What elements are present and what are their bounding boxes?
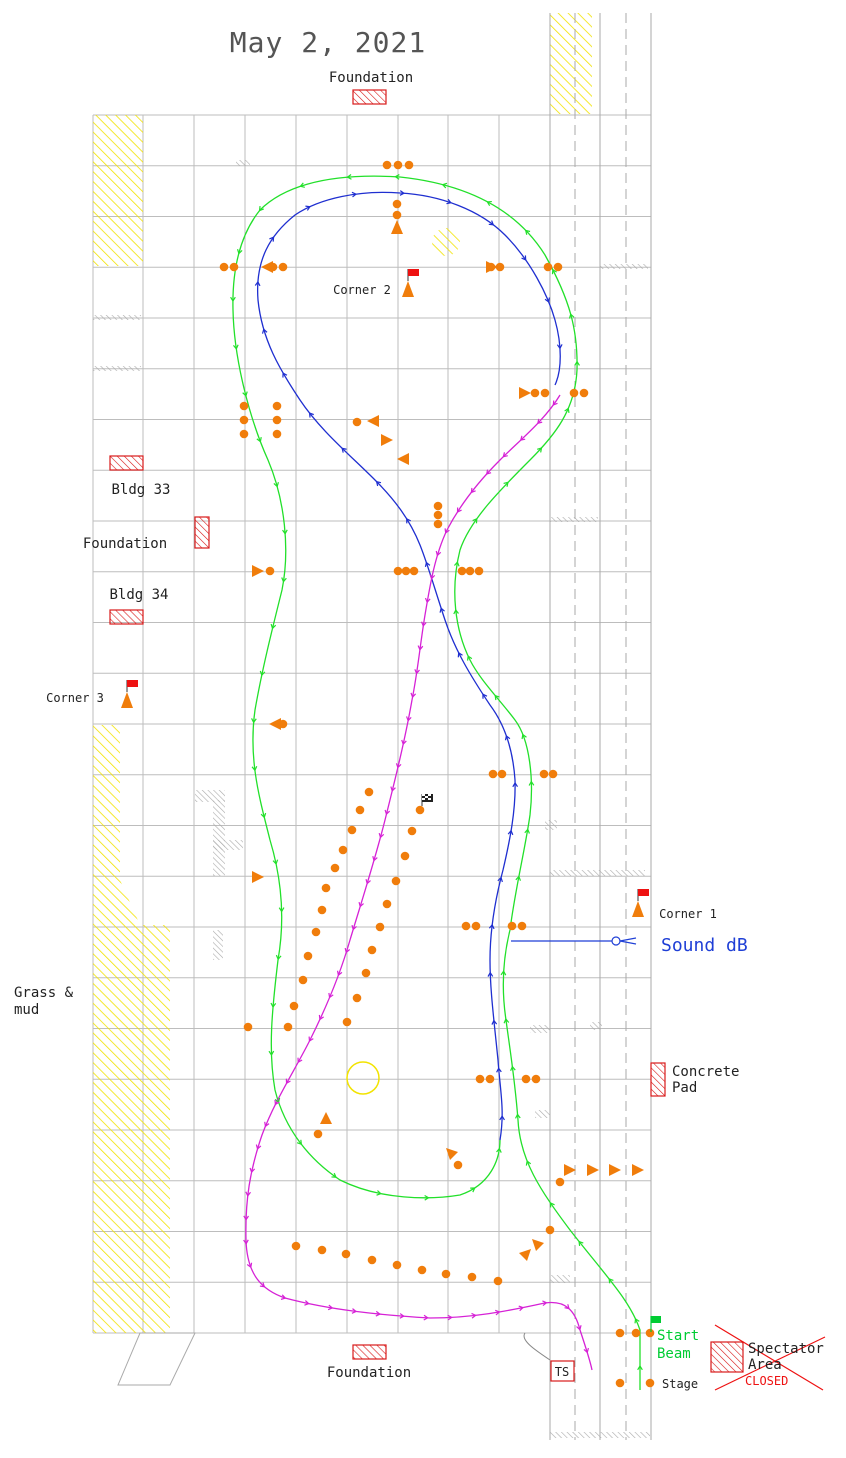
cone-icon [522,1075,531,1084]
cone-icon [531,389,540,398]
cone-icon [368,946,377,955]
cone-icon [220,263,229,272]
cone-icon [279,263,288,272]
pointer-cone-icon [609,1164,621,1176]
cone-icon [518,922,527,931]
cone-icon [266,567,275,576]
pointer-cone-icon [381,434,393,446]
cone-icon [540,770,549,779]
pointer-cone-icon [564,1164,576,1176]
corner-3-flag-icon [121,680,138,708]
label-area: Area [748,1357,782,1373]
cone-icon [393,211,402,220]
pointer-cone-icon [252,871,264,883]
cone-icon [434,502,443,511]
cone-icon [240,402,249,411]
cone-icon [376,923,385,932]
label-corner-3: Corner 3 [46,691,104,705]
label-concrete-2: Pad [672,1080,698,1096]
label-closed: CLOSED [745,1374,789,1388]
cone-icon [356,806,365,815]
cone-icon [392,877,401,886]
cone-icon [353,418,362,427]
cone-icon [616,1329,625,1338]
cone-icon [546,1226,555,1235]
cone-icon [299,976,308,985]
cone-icon [416,806,425,815]
label-foundation-left: Foundation [82,536,168,552]
cone-icon [556,1178,565,1187]
cone-icon [408,827,417,836]
pointer-cone-icon [367,415,379,427]
cone-icon [312,928,321,937]
spectator-area [711,1342,743,1372]
cone-icon [393,1261,402,1270]
cone-icon [646,1379,655,1388]
pointer-cone-icon [252,565,264,577]
label-ts: TS [554,1365,570,1379]
yellow-circle-top [432,228,460,256]
cone-icon [616,1379,625,1388]
grey-hatch-fragments [93,160,650,1438]
corner-2-flag-icon [402,269,419,297]
pointer-cone-icon [532,1239,544,1251]
foundation-bottom [353,1345,386,1359]
label-grass-1: Grass & [14,985,74,1001]
label-grass-2: mud [14,1002,40,1018]
cone-icon [394,161,403,170]
cone-icon [240,430,249,439]
cone-icon [273,416,282,425]
checkered-flag-icon [422,794,433,806]
label-spectator: Spectator [748,1341,824,1357]
cone-icon [554,263,563,272]
cones [220,161,655,1388]
cone-icon [273,402,282,411]
cone-icon [331,864,340,873]
pointer-cone-icon [320,1112,332,1124]
course-line-blue [258,192,561,1140]
cone-icon [458,567,467,576]
label-bldg-34: Bldg 34 [109,587,169,603]
cone-icon [434,511,443,520]
label-bldg-33: Bldg 33 [111,482,171,498]
cone-icon [498,770,507,779]
cone-icon [322,884,331,893]
cone-icon [468,1273,477,1282]
cone-icon [383,161,392,170]
pointer-cone-icon [269,718,281,730]
cone-icon [570,389,579,398]
cone-icon [434,520,443,529]
map-title: May 2, 2021 [229,26,427,59]
cone-icon [343,1018,352,1027]
cone-icon [230,263,239,272]
cone-icon [632,1329,641,1338]
cone-icon [462,922,471,931]
cone-icon [393,200,402,209]
label-sound: Sound dB [661,935,748,956]
pointer-cone-icon [261,261,273,273]
cone-icon [401,852,410,861]
label-start: Start [657,1328,700,1344]
cone-icon [273,430,282,439]
grass-area-top-right [550,13,592,114]
top-cone-stack-icon [391,220,403,234]
label-foundation-top: Foundation [328,70,414,86]
foundation-top [353,90,386,104]
cone-icon [365,788,374,797]
cone-icon [240,416,249,425]
cone-icon [508,922,517,931]
cone-icon [284,1023,293,1032]
cone-icon [532,1075,541,1084]
label-beam: Beam [657,1346,691,1362]
cone-icon [466,567,475,576]
cone-icon [646,1329,655,1338]
lane-lines [550,13,651,1440]
bldg-34 [110,610,143,624]
cone-icon [244,1023,253,1032]
cone-icon [489,770,498,779]
pointer-cone-icon [587,1164,599,1176]
label-foundation-bottom: Foundation [326,1365,412,1381]
entry-ramp [118,1333,195,1385]
label-corner-2: Corner 2 [333,283,391,297]
cone-icon [292,1242,301,1251]
cone-icon [442,1270,451,1279]
cone-icon [304,952,313,961]
cone-icon [362,969,371,978]
cone-icon [383,900,392,909]
foundation-left [195,517,209,548]
cone-icon [494,1277,503,1286]
cone-icon [368,1256,377,1265]
cone-icon [348,826,357,835]
cone-icon [342,1250,351,1259]
cone-icon [486,1075,495,1084]
cone-icon [476,1075,485,1084]
cone-icon [541,389,550,398]
cone-icon [405,161,414,170]
label-concrete-1: Concrete [672,1064,740,1080]
grass-area-upper-left [93,115,143,266]
pointer-cone-icon [486,261,498,273]
concrete-pad [651,1063,665,1096]
parking-lot-grid [93,115,651,1333]
course-line-magenta-tail [524,1333,550,1360]
course-line-green [233,176,640,1390]
cone-icon [472,922,481,931]
cone-icon [394,567,403,576]
cone-icon [339,846,348,855]
cone-icon [544,263,553,272]
cone-icon [353,994,362,1003]
corner-1-flag-icon [632,889,649,917]
cone-icon [402,567,411,576]
grass-area-lower-left [93,725,170,1333]
pointer-cone-icon [519,1249,531,1261]
structures [110,90,743,1372]
cone-icon [410,567,419,576]
cone-icon [549,770,558,779]
cone-icon [314,1130,323,1139]
cone-icon [454,1161,463,1170]
cone-icon [418,1266,427,1275]
course-direction-arrows [231,175,643,1370]
label-stage: Stage [662,1377,699,1391]
pointer-cone-icon [519,387,531,399]
bldg-33 [110,456,143,470]
cone-icon [290,1002,299,1011]
cone-icon [318,906,327,915]
cone-icon [318,1246,327,1255]
cone-icon [475,567,484,576]
label-corner-1: Corner 1 [659,907,717,921]
yellow-circle-bottom [347,1062,379,1094]
cone-icon [580,389,589,398]
sound-meter-icon [511,937,636,945]
pointer-cone-icon [632,1164,644,1176]
pointer-cone-icon [397,453,409,465]
